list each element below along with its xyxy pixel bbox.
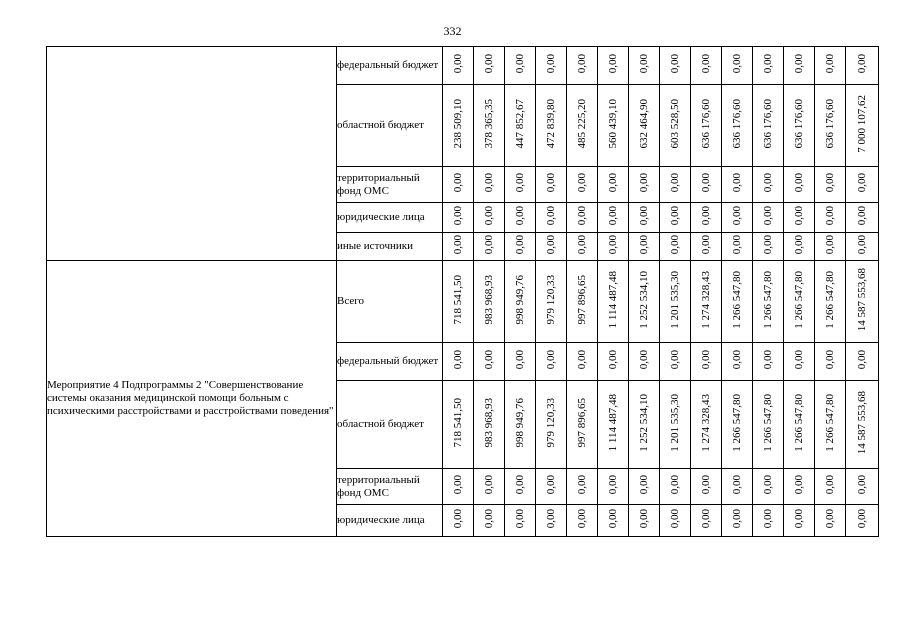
value-cell [536, 343, 567, 381]
value-text: 0,00 [668, 475, 681, 495]
value-cell [474, 381, 505, 469]
value-text: 0,00 [855, 509, 868, 529]
funding-source: иные источники [337, 233, 443, 261]
value-text: 0,00 [482, 509, 495, 529]
value-cell [567, 47, 598, 85]
value-cell [753, 47, 784, 85]
funding-source: федеральный бюджет [337, 47, 443, 85]
value-cell [753, 343, 784, 381]
value-cell [815, 233, 846, 261]
value-text: 0,00 [699, 235, 712, 255]
value-cell [815, 261, 846, 343]
value-cell [567, 469, 598, 505]
value-cell [567, 233, 598, 261]
value-cell [474, 85, 505, 167]
value-cell [474, 203, 505, 233]
value-cell [474, 233, 505, 261]
value-text: 0,00 [451, 173, 464, 193]
value-cell [443, 261, 474, 343]
value-cell [722, 85, 753, 167]
funding-source: Всего [337, 261, 443, 343]
value-cell [846, 203, 879, 233]
value-cell [815, 505, 846, 537]
value-text: 0,00 [855, 206, 868, 226]
value-cell [660, 167, 691, 203]
value-cell [629, 343, 660, 381]
value-text: 0,00 [823, 54, 836, 74]
value-text: 238 509,10 [451, 99, 464, 149]
value-cell [846, 505, 879, 537]
value-cell [722, 233, 753, 261]
funding-source: юридические лица [337, 203, 443, 233]
value-cell [784, 167, 815, 203]
value-text: 0,00 [544, 206, 557, 226]
value-cell [753, 469, 784, 505]
value-cell [629, 203, 660, 233]
value-text: 0,00 [482, 173, 495, 193]
table-body [47, 47, 879, 537]
value-cell [660, 381, 691, 469]
value-text: 0,00 [637, 235, 650, 255]
value-text: 0,00 [823, 206, 836, 226]
value-text: 636 176,60 [730, 99, 743, 149]
value-text: 0,00 [544, 475, 557, 495]
value-text: 0,00 [792, 173, 805, 193]
value-text: 0,00 [606, 509, 619, 529]
value-cell [598, 343, 629, 381]
value-cell [567, 505, 598, 537]
value-cell [691, 233, 722, 261]
value-text: 998 949,76 [513, 275, 526, 325]
value-text: 0,00 [606, 350, 619, 370]
value-cell [536, 233, 567, 261]
value-text: 1 266 547,80 [761, 271, 774, 329]
value-cell [505, 469, 536, 505]
value-text: 0,00 [699, 173, 712, 193]
value-cell [567, 85, 598, 167]
value-cell [505, 343, 536, 381]
value-text: 0,00 [823, 509, 836, 529]
value-cell [815, 85, 846, 167]
table-row [47, 47, 879, 85]
table-row [47, 261, 879, 343]
value-text: 0,00 [699, 475, 712, 495]
value-cell [536, 505, 567, 537]
value-cell [629, 85, 660, 167]
value-text: 0,00 [792, 475, 805, 495]
value-text: 0,00 [668, 350, 681, 370]
value-cell [536, 203, 567, 233]
value-text: 0,00 [544, 173, 557, 193]
value-text: 0,00 [855, 475, 868, 495]
value-cell [753, 261, 784, 343]
value-text: 0,00 [606, 173, 619, 193]
value-cell [660, 203, 691, 233]
value-text: 0,00 [482, 206, 495, 226]
measure-name [47, 47, 337, 261]
value-cell [474, 505, 505, 537]
value-text: 1 266 547,80 [792, 271, 805, 329]
value-text: 0,00 [668, 509, 681, 529]
value-cell [629, 167, 660, 203]
value-cell [691, 261, 722, 343]
value-text: 0,00 [699, 206, 712, 226]
value-cell [567, 167, 598, 203]
value-text: 636 176,60 [699, 99, 712, 149]
value-text: 0,00 [823, 173, 836, 193]
value-text: 0,00 [575, 54, 588, 74]
value-cell [443, 47, 474, 85]
measure-name: Мероприятие 4 Подпрограммы 2 "Совершенствование системы оказания медицинской помощи больным с психическими расстройствами и расстройствами поведения" [47, 261, 337, 537]
value-text: 0,00 [606, 475, 619, 495]
value-cell [722, 469, 753, 505]
value-text: 997 896,65 [575, 398, 588, 448]
value-cell [722, 343, 753, 381]
value-cell [474, 261, 505, 343]
value-cell [443, 381, 474, 469]
value-cell [784, 203, 815, 233]
value-cell [846, 381, 879, 469]
value-cell [536, 167, 567, 203]
value-text: 0,00 [482, 54, 495, 74]
value-cell [722, 381, 753, 469]
value-text: 0,00 [606, 206, 619, 226]
value-cell [629, 47, 660, 85]
value-text: 0,00 [513, 350, 526, 370]
value-text: 636 176,60 [761, 99, 774, 149]
value-text: 0,00 [855, 350, 868, 370]
value-text: 0,00 [855, 54, 868, 74]
value-text: 1 274 328,43 [699, 271, 712, 329]
value-cell [660, 261, 691, 343]
value-text: 1 114 487,48 [606, 394, 619, 452]
value-text: 0,00 [792, 350, 805, 370]
value-cell [722, 505, 753, 537]
value-cell [443, 505, 474, 537]
value-cell [815, 343, 846, 381]
value-text: 603 528,50 [668, 99, 681, 149]
value-cell [505, 85, 536, 167]
value-cell [505, 381, 536, 469]
value-cell [660, 47, 691, 85]
value-text: 0,00 [668, 173, 681, 193]
value-text: 0,00 [544, 509, 557, 529]
value-text: 0,00 [730, 206, 743, 226]
value-text: 0,00 [544, 54, 557, 74]
value-cell [474, 343, 505, 381]
value-text: 979 120,33 [544, 275, 557, 325]
value-cell [691, 343, 722, 381]
value-text: 0,00 [668, 206, 681, 226]
value-text: 0,00 [792, 54, 805, 74]
value-text: 0,00 [637, 54, 650, 74]
value-cell [753, 203, 784, 233]
value-cell [753, 233, 784, 261]
value-text: 0,00 [823, 475, 836, 495]
value-cell [598, 47, 629, 85]
value-cell [753, 85, 784, 167]
funding-source: областной бюджет [337, 85, 443, 167]
value-text: 997 896,65 [575, 275, 588, 325]
value-cell [505, 203, 536, 233]
value-cell [505, 505, 536, 537]
value-text: 0,00 [482, 350, 495, 370]
value-cell [784, 261, 815, 343]
value-cell [784, 343, 815, 381]
value-cell [474, 47, 505, 85]
value-cell [474, 167, 505, 203]
value-text: 7 000 107,62 [855, 95, 868, 153]
value-cell [722, 203, 753, 233]
funding-source: территориальный фонд ОМС [337, 167, 443, 203]
value-cell [660, 343, 691, 381]
value-text: 0,00 [575, 475, 588, 495]
value-text: 0,00 [730, 173, 743, 193]
value-text: 0,00 [482, 475, 495, 495]
value-cell [753, 167, 784, 203]
value-cell [598, 167, 629, 203]
value-text: 636 176,60 [823, 99, 836, 149]
value-cell [784, 233, 815, 261]
budget-table [46, 46, 879, 537]
value-cell [691, 469, 722, 505]
value-cell [598, 85, 629, 167]
value-text: 1 201 535,30 [668, 271, 681, 329]
value-cell [784, 505, 815, 537]
value-cell [815, 47, 846, 85]
value-cell [443, 343, 474, 381]
value-cell [474, 469, 505, 505]
value-text: 0,00 [699, 54, 712, 74]
value-cell [660, 233, 691, 261]
value-text: 0,00 [761, 475, 774, 495]
value-text: 1 201 535,30 [668, 394, 681, 452]
value-text: 0,00 [513, 509, 526, 529]
funding-source: областной бюджет [337, 381, 443, 469]
value-text: 1 266 547,80 [730, 394, 743, 452]
value-cell [443, 203, 474, 233]
value-cell [815, 381, 846, 469]
value-text: 0,00 [451, 475, 464, 495]
value-text: 0,00 [451, 206, 464, 226]
value-text: 0,00 [575, 173, 588, 193]
value-text: 0,00 [730, 475, 743, 495]
value-text: 0,00 [855, 173, 868, 193]
value-text: 0,00 [575, 350, 588, 370]
value-cell [598, 505, 629, 537]
value-text: 0,00 [451, 235, 464, 255]
value-text: 1 266 547,80 [792, 394, 805, 452]
value-text: 1 114 487,48 [606, 271, 619, 329]
value-text: 0,00 [761, 54, 774, 74]
value-text: 0,00 [451, 54, 464, 74]
page-number: 332 [443, 24, 462, 38]
value-cell [722, 167, 753, 203]
value-cell [536, 261, 567, 343]
value-cell [567, 381, 598, 469]
value-cell [567, 343, 598, 381]
value-text: 0,00 [544, 235, 557, 255]
value-text: 0,00 [513, 235, 526, 255]
value-text: 1 266 547,80 [823, 271, 836, 329]
value-text: 0,00 [513, 206, 526, 226]
value-text: 0,00 [855, 235, 868, 255]
value-cell [598, 261, 629, 343]
value-cell [629, 469, 660, 505]
value-cell [691, 85, 722, 167]
value-text: 0,00 [668, 235, 681, 255]
value-text: 1 252 534,10 [637, 271, 650, 329]
value-cell [629, 381, 660, 469]
value-cell [815, 203, 846, 233]
value-text: 0,00 [482, 235, 495, 255]
funding-source: территориальный фонд ОМС [337, 469, 443, 505]
value-cell [815, 469, 846, 505]
value-text: 718 541,50 [451, 275, 464, 325]
value-cell [846, 261, 879, 343]
funding-source: федеральный бюджет [337, 343, 443, 381]
value-text: 0,00 [792, 206, 805, 226]
value-cell [691, 381, 722, 469]
value-text: 1 266 547,80 [823, 394, 836, 452]
value-cell [846, 233, 879, 261]
value-cell [536, 85, 567, 167]
value-cell [443, 85, 474, 167]
value-cell [691, 505, 722, 537]
value-text: 0,00 [699, 509, 712, 529]
value-text: 0,00 [637, 509, 650, 529]
value-text: 0,00 [668, 54, 681, 74]
value-cell [443, 233, 474, 261]
value-text: 0,00 [761, 235, 774, 255]
value-cell [598, 381, 629, 469]
value-text: 0,00 [513, 54, 526, 74]
value-text: 485 225,20 [575, 99, 588, 149]
value-cell [443, 469, 474, 505]
value-cell [505, 167, 536, 203]
value-text: 1 274 328,43 [699, 394, 712, 452]
value-cell [784, 85, 815, 167]
value-cell [784, 381, 815, 469]
value-cell [846, 469, 879, 505]
value-text: 0,00 [730, 350, 743, 370]
value-cell [846, 85, 879, 167]
value-cell [505, 233, 536, 261]
value-cell [536, 47, 567, 85]
value-text: 472 839,80 [544, 99, 557, 149]
value-cell [505, 47, 536, 85]
value-cell [660, 505, 691, 537]
value-cell [691, 167, 722, 203]
value-cell [660, 85, 691, 167]
value-text: 983 968,93 [482, 398, 495, 448]
value-cell [753, 505, 784, 537]
value-cell [629, 261, 660, 343]
value-text: 0,00 [637, 475, 650, 495]
value-text: 0,00 [544, 350, 557, 370]
value-text: 0,00 [575, 509, 588, 529]
value-text: 0,00 [513, 173, 526, 193]
value-text: 0,00 [637, 206, 650, 226]
value-cell [536, 469, 567, 505]
value-text: 0,00 [761, 350, 774, 370]
value-text: 447 852,67 [513, 99, 526, 149]
value-cell [567, 203, 598, 233]
value-cell [660, 469, 691, 505]
value-text: 718 541,50 [451, 398, 464, 448]
value-cell [567, 261, 598, 343]
value-text: 0,00 [699, 350, 712, 370]
value-cell [598, 469, 629, 505]
value-text: 0,00 [823, 350, 836, 370]
value-cell [846, 343, 879, 381]
value-text: 0,00 [575, 206, 588, 226]
value-cell [629, 233, 660, 261]
value-cell [629, 505, 660, 537]
value-text: 1 266 547,80 [730, 271, 743, 329]
value-text: 0,00 [792, 509, 805, 529]
value-cell [753, 381, 784, 469]
value-text: 0,00 [606, 235, 619, 255]
value-text: 0,00 [513, 475, 526, 495]
value-text: 560 439,10 [606, 99, 619, 149]
value-cell [598, 203, 629, 233]
value-cell [443, 167, 474, 203]
value-text: 378 365,35 [482, 99, 495, 149]
value-cell [722, 47, 753, 85]
value-text: 0,00 [761, 173, 774, 193]
value-cell [691, 203, 722, 233]
value-text: 983 968,93 [482, 275, 495, 325]
value-text: 632 464,90 [637, 99, 650, 149]
value-cell [536, 381, 567, 469]
value-text: 0,00 [451, 350, 464, 370]
value-cell [815, 167, 846, 203]
value-text: 1 252 534,10 [637, 394, 650, 452]
value-cell [846, 167, 879, 203]
value-cell [691, 47, 722, 85]
value-text: 636 176,60 [792, 99, 805, 149]
value-text: 0,00 [761, 206, 774, 226]
value-cell [784, 47, 815, 85]
value-cell [784, 469, 815, 505]
value-text: 0,00 [730, 509, 743, 529]
value-cell [598, 233, 629, 261]
value-text: 998 949,76 [513, 398, 526, 448]
value-text: 14 587 553,68 [855, 391, 868, 455]
funding-source: юридические лица [337, 505, 443, 537]
value-text: 979 120,33 [544, 398, 557, 448]
value-text: 0,00 [761, 509, 774, 529]
value-text: 0,00 [730, 235, 743, 255]
value-text: 0,00 [451, 509, 464, 529]
value-cell [505, 261, 536, 343]
value-text: 1 266 547,80 [761, 394, 774, 452]
value-text: 14 587 553,68 [855, 268, 868, 332]
value-text: 0,00 [637, 350, 650, 370]
value-cell [846, 47, 879, 85]
value-cell [722, 261, 753, 343]
value-text: 0,00 [606, 54, 619, 74]
value-text: 0,00 [637, 173, 650, 193]
value-text: 0,00 [575, 235, 588, 255]
value-text: 0,00 [823, 235, 836, 255]
value-text: 0,00 [792, 235, 805, 255]
value-text: 0,00 [730, 54, 743, 74]
